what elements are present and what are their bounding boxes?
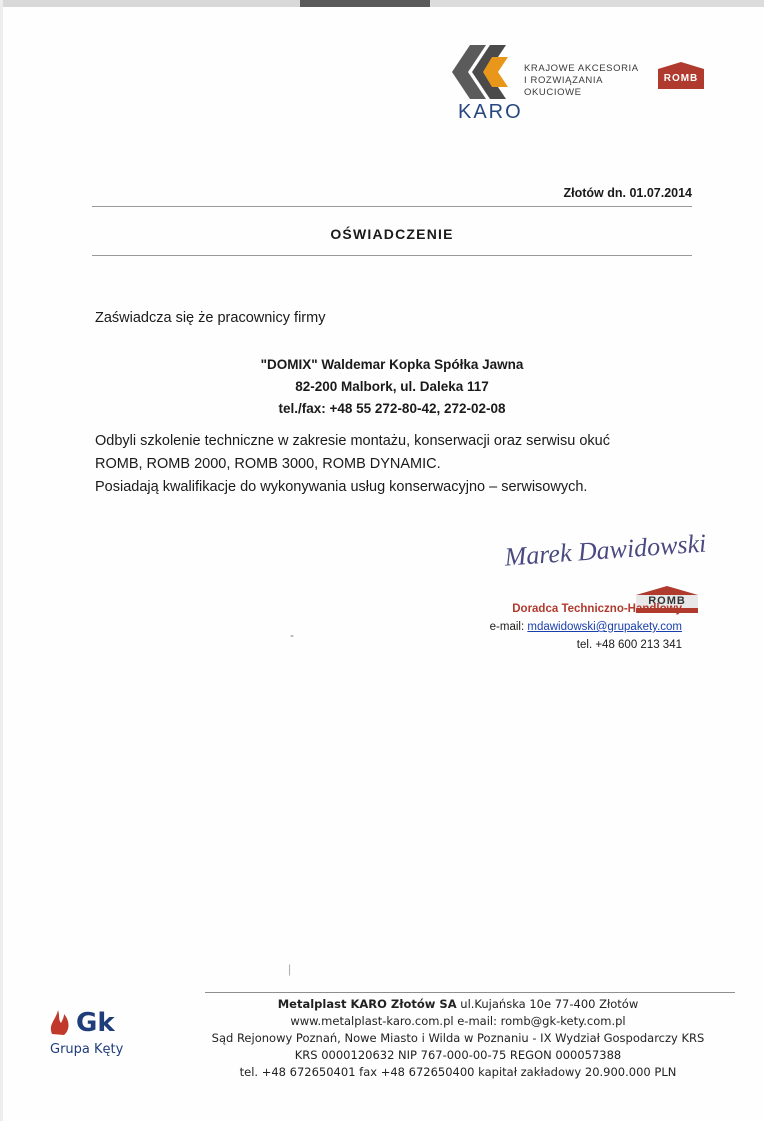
karo-tagline-line2: I ROZWIĄZANIA OKUCIOWE	[524, 75, 603, 98]
footer-block	[180, 996, 736, 1081]
divider-under-title	[92, 255, 692, 256]
page-title: OŚWIADCZENIE	[330, 226, 454, 242]
signer-role: Doradca Techniczno-Handlowy	[512, 603, 682, 615]
signer-email-link[interactable]: mdawidowski@grupakety.com	[527, 621, 682, 633]
date-line: Złotów dn. 01.07.2014	[563, 186, 692, 200]
divider-top	[92, 206, 692, 207]
signer-contact-block	[300, 600, 682, 654]
footer-line-1	[180, 996, 736, 1013]
signer-email-label: e-mail:	[489, 621, 525, 633]
company-block	[92, 354, 692, 420]
signer-phone: tel. +48 600 213 341	[576, 639, 682, 651]
romb-stamp-label: ROMB	[636, 595, 698, 608]
company-phone: tel./fax: +48 55 272-80-42, 272-02-08	[278, 401, 506, 416]
karo-chevron-logo-icon	[452, 45, 516, 99]
footer-company-name: Metalplast KARO Złotów SA	[277, 997, 457, 1011]
company-name: "DOMIX" Waldemar Kopka Spółka Jawna	[260, 357, 524, 372]
karo-tagline	[524, 63, 644, 99]
romb-stamp-roof	[636, 586, 698, 595]
scan-left-edge	[0, 0, 3, 1121]
karo-wordmark: KARO	[458, 101, 523, 123]
gk-flame-icon	[48, 1010, 74, 1036]
footer-line-3: Sąd Rejonowy Poznań, Nowe Miasto i Wilda w Poznaniu - IX Wydział Gospodarczy KRS	[211, 1031, 705, 1045]
margin-mark-2: |	[288, 962, 292, 976]
letterhead	[452, 45, 704, 125]
footer-company-address: ul.Kujańska 10e 77-400 Złotów	[456, 997, 639, 1011]
body-line-3: Posiadają kwalifikacje do wykonywania usług konserwacyjno – serwisowych.	[95, 479, 588, 495]
body-line-1: Odbyli szkolenie techniczne w zakresie montażu, konserwacji oraz serwisu okuć	[95, 433, 610, 449]
gk-wordmark: Gk	[76, 1008, 115, 1038]
body-text	[95, 430, 695, 499]
grupa-kety-logo	[48, 1008, 158, 1070]
scan-top-edge	[0, 0, 764, 7]
margin-mark-1: -	[290, 628, 294, 642]
signer-email-row	[300, 618, 682, 636]
handwritten-signature: Marek Dawidowski	[503, 528, 708, 572]
intro-text: Zaświadcza się że pracownicy firmy	[95, 310, 326, 326]
footer-divider	[205, 992, 735, 993]
company-address: 82-200 Malbork, ul. Daleka 117	[295, 379, 489, 394]
footer-line-2: www.metalplast-karo.com.pl e-mail: romb@gk-kety.com.pl	[290, 1014, 626, 1028]
footer-line-4: KRS 0000120632 NIP 767-000-00-75 REGON 000057388	[294, 1048, 622, 1062]
romb-badge: ROMB	[658, 69, 704, 89]
body-line-2: ROMB, ROMB 2000, ROMB 3000, ROMB DYNAMIC.	[95, 456, 441, 472]
gk-subtitle: Grupa Kęty	[50, 1042, 124, 1057]
karo-tagline-line1: KRAJOWE AKCESORIA	[524, 63, 639, 74]
footer-line-5: tel. +48 672650401 fax +48 672650400 kapitał zakładowy 20.900.000 PLN	[239, 1065, 677, 1079]
